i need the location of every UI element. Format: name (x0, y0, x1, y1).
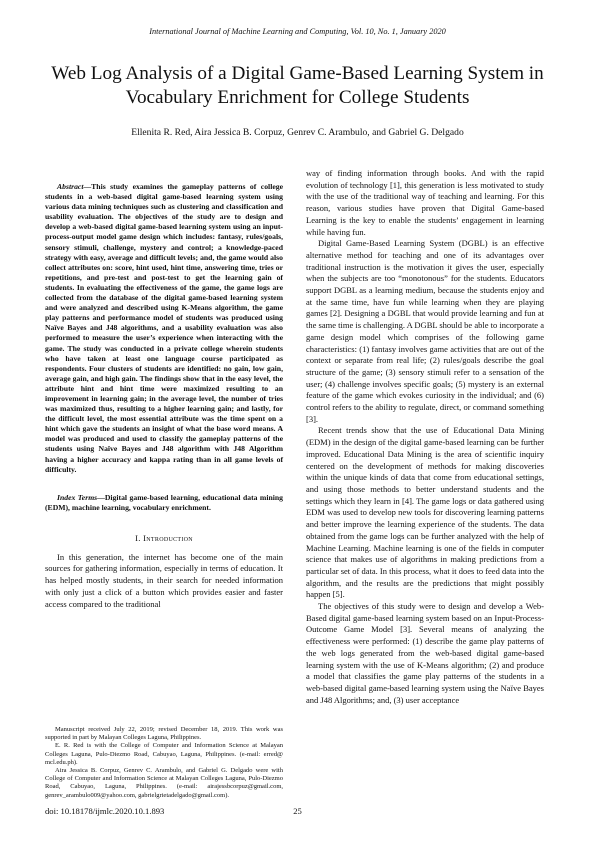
right-paragraph-1: way of finding information through books. And with the rapid evolution of technology [1], this generation is less motivated to study with the use of the traditional way of teaching and learning. For this reason, various studies have proven that Digital Game-based Learning is the key to enable the students’ engagement in learning while having fun. (306, 168, 544, 237)
right-paragraph-4: The objectives of this study were to design and develop a Web-Based digital game-based learning system based on an Input-Process-Outcome Game Model [3]. Several means of analyzing the effectiveness were performed: (1) describe the game play patterns of the web logs generated from the web-based digital game-based learning system with the use of K-Means algorithm; (2) and produce a model that classifies the game play patterns of the students in a web-based digital game-based learning system using the Naïve Bayes and J48 Algorithms; and, (3) user acceptance (306, 601, 544, 705)
abstract-text: This study examines the gameplay patterns of college students in a web-based digital game-based learning system using various data mining techniques such as clustering and classification and usability evaluation. The objectives of the study are to design and develop a web-based digital game-based learning system using an input-process-output model game design which includes: fantasy, rules/goals, sensory stimuli, challenge, mystery and control; a knowledge-paced strategy with easy, average and difficult levels; and, the game would also collect attributes on: score, hint used, hint time, answering time, tries or repetitions, and pre-test and post-test to get the learning gain of students. In evaluating the effectiveness of the game, the game logs are collected from the database of the digital game-based learning system and were analyzed and described using K-Means algorithm, the game play patterns and performance model of students was produced using Naïve Bayes and J48 algorithms, and a usability evaluation was also performed to measure the user’s experience when interacting with the game. The study was conducted in a private college wherein students who have taken at least one language course participated as respondents. Four clusters of students are identified: no gain, low gain, average gain, and high gain. The findings show that in the easy level, the attribute hint and hint time were maximized resulting to an improvement in learning gain; in the average level, the number of tries was maximized thus, resulting to a higher learning gain; and lastly, for the difficult level, the most essential attribute was the time spent on a hint which gave the students an insight of what the base word means. A model was produced and used to classify the gameplay patterns of the students using Naïve Bayes and J48 algorithm with J48 Algorithm having a higher accuracy and kappa rating than in all game levels of difficulty. (45, 182, 283, 474)
abstract-lead: Abstract— (57, 182, 92, 191)
footnote-manuscript: Manuscript received July 22, 2019; revised December 18, 2019. This work was supported in part by Malayan Colleges Laguna, Philippines. (45, 726, 283, 742)
author-list: Ellenita R. Red, Aira Jessica B. Corpuz, Genrev C. Arambulo, and Gabriel G. Delgado (131, 127, 464, 138)
footnote-author-red: E. R. Red is with the College of Computer and Information Science at Malayan Colleges Laguna, Pulo-Diezmo Road, Cabuyao, Laguna, Philippines. (e-mail: erred@ mcl.edu.ph). (45, 742, 283, 766)
left-column (45, 168, 283, 610)
doi: doi: 10.18178/ijmlc.2020.10.1.893 (45, 806, 165, 816)
index-terms-lead: Index Terms (57, 492, 98, 502)
paper-title: Web Log Analysis of a Digital Game-Based Learning System in Vocabulary Enrichment for College Students (51, 63, 544, 108)
running-head: International Journal of Machine Learning and Computing, Vol. 10, No. 1, January 2020 (149, 27, 446, 36)
right-paragraph-2: Digital Game-Based Learning System (DGBL) is an effective alternative method for teaching and one of its advantages over traditional instruction is the motivation it gives the user, especially when the subjects are too “monotonous” for the students. Educators support DGBL as a learning medium, because the students enjoy and at the same time, have fun while learning when they are playing games [2]. Designing a DGBL that would provide learning and fun at the same time is challenging. A DGBL should be able to incorporate a game design model which comprises of the following game characteristics: (1) fantasy involves game activities that are out of the context or separate from real life; (2) rules/goals describe the goal structure of the game; (3) sensory stimuli refer to a sensation of the user; (4) challenge involves specific goals; (5) mystery is an external feature of the game which evokes curiosity in the individual; and (6) control refers to the ability to regulate, direct, or command something [3]. (306, 238, 544, 424)
abstract (45, 182, 283, 475)
index-terms (45, 493, 283, 513)
footnotes (45, 726, 283, 800)
section-numeral: I. (135, 532, 141, 543)
footnote-coauthors: Aira Jessica B. Corpuz, Genrev C. Arambulo, and Gabriel G. Delgado were with College of Computer and Information Science at Malayan Colleges Laguna, Pulo-Diezmo Road, Cabuyao, Laguna, Philippines. (e-mail: airajessbcorpuz@gmail.com, genrev_arambulo009@yahoo.com, gabrielgrietadelgado@gmail.com). (45, 767, 283, 799)
section-heading-introduction (45, 533, 283, 544)
index-terms-text: —Digital game-based learning, educational data mining (EDM), machine learning, vocabulary enrichment. (45, 492, 283, 512)
right-column (306, 168, 544, 706)
intro-paragraph: In this generation, the internet has become one of the main sources for gathering information, especially in terms of education. It has helped mostly students, in their search for needed information with only just a click of a button which provides easier and faster access compared to the traditional (45, 551, 283, 609)
page-number: 25 (293, 806, 302, 816)
section-title: Introduction (143, 532, 193, 543)
right-paragraph-3: Recent trends show that the use of Educational Data Mining (EDM) in the design of the digital game-based learning can be further improved. Educational Data Mining is the area of scientific inquiry centered on the development of methods for making discoveries within the unique kinds of data that come from educational settings, and using those methods to better understand students and the settings which they learn in [4]. The game logs or data gathered using EDM was used to develop new tools for discovering learning patterns and better improve the learning experience of the students. The data obtained from the game logs can be further analyzed with the help of Machine Learning. Machine learning is one of the fields in computer science that makes use of algorithms in making predictions from a particular set of data. In this process, what it does to feed data into the algorithm, and the results are the predictions that might possibly happen [5]. (306, 425, 544, 600)
